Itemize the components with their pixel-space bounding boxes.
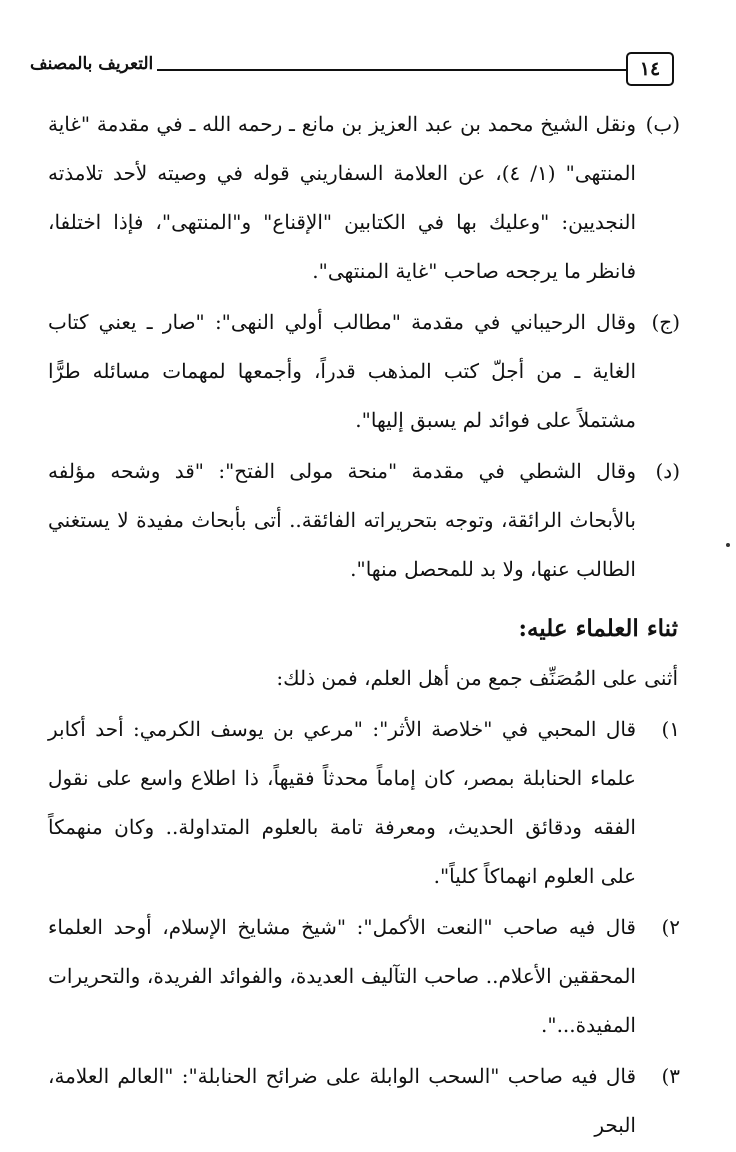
section-intro: أثنى على المُصَنِّف جمع من أهل العلم، فمن ذلك: (276, 666, 678, 690)
quote-item-b (48, 100, 678, 296)
item-marker: ٢) (661, 915, 680, 939)
quote-item-d (48, 447, 678, 594)
header-rule (120, 69, 674, 71)
item-marker: ٣) (661, 1064, 680, 1088)
item-text: وقال الشطي في مقدمة "منحة مولى الفتح": "قد وشحه مؤلفه بالأبحاث الرائقة، وتوجه بتحريراته الفائقة.. أتى بأبحاث مفيدة لا يستغني الطالب عنها، ولا بد للمحصل منها". (48, 459, 636, 581)
quote-item-j (48, 298, 678, 445)
item-text: قال المحبي في "خلاصة الأثر": "مرعي بن يوسف الكرمي: أحد أكابر علماء الحنابلة بمصر، كان إماماً محدثاً فقيهاً، ذا اطلاع واسع على نقول الفقه ودقائق الحديث، ومعرفة تامة بالعلوم المتداولة.. وكان منهمكاً على العلوم انهماكاً كلياً". (48, 717, 636, 888)
item-text: وقال الرحيباني في مقدمة "مطالب أولي النهى": "صار ـ يعني كتاب الغاية ـ من أجلّ كتب المذهب قدراً، وأجمعها لمهمات مسائله طرًّا مشتملاً على فوائد لم يسبق إليها". (48, 310, 636, 432)
section-heading: ثناء العلماء عليه: (518, 615, 678, 642)
page-number: ١٤ (626, 52, 674, 86)
page-body (48, 100, 678, 1152)
praise-item-3 (48, 1052, 678, 1150)
item-marker: (ب) (645, 112, 680, 136)
item-marker: (ج) (651, 310, 680, 334)
item-marker: (د) (655, 459, 680, 483)
item-text: ونقل الشيخ محمد بن عبد العزيز بن مانع ـ رحمه الله ـ في مقدمة "غاية المنتهى" (١/ ٤)، عن العلامة السفاريني قوله في وصيته لأحد تلامذته النجديين: "وعليك بها في الكتابين "الإقناع" و"المنتهى"، فإذا اختلفا، فانظر ما يرجحه صاحب "غاية المنتهى". (48, 112, 636, 283)
item-text: قال فيه صاحب "السحب الوابلة على ضرائح الحنابلة": "العالم العلامة، البحر (48, 1064, 636, 1137)
margin-dot (726, 543, 730, 547)
item-text: قال فيه صاحب "النعت الأكمل": "شيخ مشايخ الإسلام، أوحد العلماء المحققين الأعلام.. صاحب التآليف العديدة، والفوائد الفريدة، والتحريرات المفيدة...". (48, 915, 636, 1037)
praise-item-1 (48, 705, 678, 901)
running-title: التعريف بالمصنف (30, 54, 157, 74)
item-marker: ١) (661, 717, 680, 741)
running-header (30, 52, 674, 88)
praise-item-2 (48, 903, 678, 1050)
